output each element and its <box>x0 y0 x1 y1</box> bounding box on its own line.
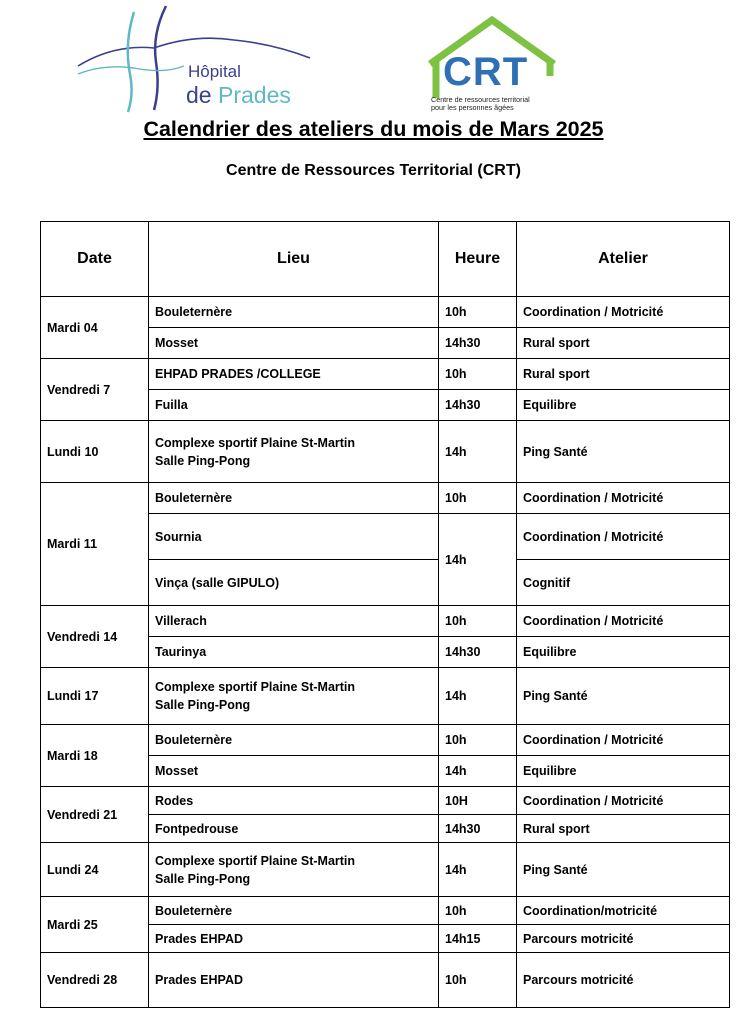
table-row <box>41 953 730 1008</box>
lieu-cell: Prades EHPAD <box>149 925 439 953</box>
atelier-cell: Coordination / Motricité <box>517 483 730 514</box>
lieu-cell: Mosset <box>149 756 439 787</box>
atelier-cell: Ping Santé <box>517 421 730 483</box>
header-heure: Heure <box>439 222 517 297</box>
lieu-cell: Bouleternère <box>149 897 439 925</box>
atelier-cell: Cognitif <box>517 560 730 606</box>
heure-cell: 10h <box>439 297 517 328</box>
atelier-cell: Rural sport <box>517 328 730 359</box>
heure-cell: 10h <box>439 953 517 1008</box>
atelier-cell: Equilibre <box>517 390 730 421</box>
heure-cell: 14h <box>439 843 517 897</box>
table-row <box>41 787 730 815</box>
atelier-cell: Equilibre <box>517 637 730 668</box>
heure-cell: 14h <box>439 756 517 787</box>
lieu-cell: Bouleternère <box>149 725 439 756</box>
atelier-cell: Coordination / Motricité <box>517 725 730 756</box>
date-cell: Mardi 25 <box>41 897 149 953</box>
atelier-cell: Rural sport <box>517 815 730 843</box>
date-cell: Vendredi 7 <box>41 359 149 421</box>
hospital-logo-line1: Hôpital <box>188 62 241 81</box>
atelier-cell: Ping Santé <box>517 668 730 725</box>
header-lieu: Lieu <box>149 222 439 297</box>
lieu-cell: Sournia <box>149 514 439 560</box>
heure-cell: 14h30 <box>439 637 517 668</box>
lieu-cell: Mosset <box>149 328 439 359</box>
heure-cell: 14h30 <box>439 390 517 421</box>
heure-cell: 14h <box>439 514 517 606</box>
lieu-cell <box>149 668 439 725</box>
date-cell: Lundi 10 <box>41 421 149 483</box>
lieu-cell: Taurinya <box>149 637 439 668</box>
date-cell: Vendredi 21 <box>41 787 149 843</box>
lieu-cell: Vinça (salle GIPULO) <box>149 560 439 606</box>
date-cell: Lundi 24 <box>41 843 149 897</box>
table-row <box>41 421 730 483</box>
lieu-line1: Complexe sportif Plaine St-Martin <box>155 853 356 868</box>
atelier-cell: Coordination/motricité <box>517 897 730 925</box>
heure-cell: 10h <box>439 897 517 925</box>
table-row <box>41 725 730 756</box>
crt-logo-letters: CRT <box>443 50 529 94</box>
table-header-row <box>41 222 730 297</box>
date-cell: Vendredi 14 <box>41 606 149 668</box>
lieu-cell: Villerach <box>149 606 439 637</box>
document-title: Calendrier des ateliers du mois de Mars 2025 <box>143 117 604 141</box>
heure-cell: 14h30 <box>439 328 517 359</box>
crt-subtitle-line2: pour les personnes âgées <box>431 103 514 112</box>
crt-subtitle-line1: Centre de ressources territorial <box>431 95 530 104</box>
table-row <box>41 668 730 725</box>
hospital-logo-de: de <box>186 82 212 108</box>
header-date: Date <box>41 222 149 297</box>
lieu-line1: Complexe sportif Plaine St-Martin <box>155 680 356 694</box>
lieu-cell <box>149 421 439 483</box>
crt-logo-subtitle <box>431 96 561 112</box>
atelier-cell: Coordination / Motricité <box>517 606 730 637</box>
document-subtitle: Centre de Ressources Territorial (CRT) <box>226 162 521 179</box>
atelier-cell: Coordination / Motricité <box>517 514 730 560</box>
lieu-line2: Salle Ping-Pong <box>155 453 251 468</box>
lieu-line2: Salle Ping-Pong <box>155 871 251 886</box>
heure-cell: 10H <box>439 787 517 815</box>
lieu-cell: Bouleternère <box>149 297 439 328</box>
lieu-cell: EHPAD PRADES /COLLEGE <box>149 359 439 390</box>
atelier-cell: Parcours motricité <box>517 925 730 953</box>
atelier-cell: Ping Santé <box>517 843 730 897</box>
date-cell: Lundi 17 <box>41 668 149 725</box>
table-row <box>41 359 730 390</box>
heure-cell: 10h <box>439 359 517 390</box>
lieu-cell: Fuilla <box>149 390 439 421</box>
hospital-logo-prades: Prades <box>217 82 291 108</box>
atelier-cell: Rural sport <box>517 359 730 390</box>
lieu-line1: Complexe sportif Plaine St-Martin <box>155 435 356 450</box>
table-row <box>41 297 730 328</box>
lieu-line2: Salle Ping-Pong <box>155 698 251 712</box>
lieu-cell: Rodes <box>149 787 439 815</box>
lieu-cell: Fontpedrouse <box>149 815 439 843</box>
lieu-cell: Bouleternère <box>149 483 439 514</box>
heure-cell: 14h <box>439 668 517 725</box>
table-row <box>41 843 730 897</box>
date-cell: Mardi 18 <box>41 725 149 787</box>
atelier-cell: Coordination / Motricité <box>517 297 730 328</box>
atelier-cell: Coordination / Motricité <box>517 787 730 815</box>
heure-cell: 10h <box>439 606 517 637</box>
heure-cell: 10h <box>439 725 517 756</box>
lieu-cell <box>149 843 439 897</box>
date-cell: Mardi 04 <box>41 297 149 359</box>
table-row <box>41 606 730 637</box>
date-cell: Mardi 11 <box>41 483 149 606</box>
heure-cell: 14h <box>439 421 517 483</box>
heure-cell: 10h <box>439 483 517 514</box>
table-row <box>41 483 730 514</box>
lieu-cell: Prades EHPAD <box>149 953 439 1008</box>
atelier-cell: Equilibre <box>517 756 730 787</box>
heure-cell: 14h15 <box>439 925 517 953</box>
heure-cell: 14h30 <box>439 815 517 843</box>
hospital-logo-line2 <box>186 82 291 109</box>
date-cell: Vendredi 28 <box>41 953 149 1008</box>
schedule-table <box>40 221 730 1008</box>
table-row <box>41 897 730 925</box>
header-atelier: Atelier <box>517 222 730 297</box>
atelier-cell: Parcours motricité <box>517 953 730 1008</box>
